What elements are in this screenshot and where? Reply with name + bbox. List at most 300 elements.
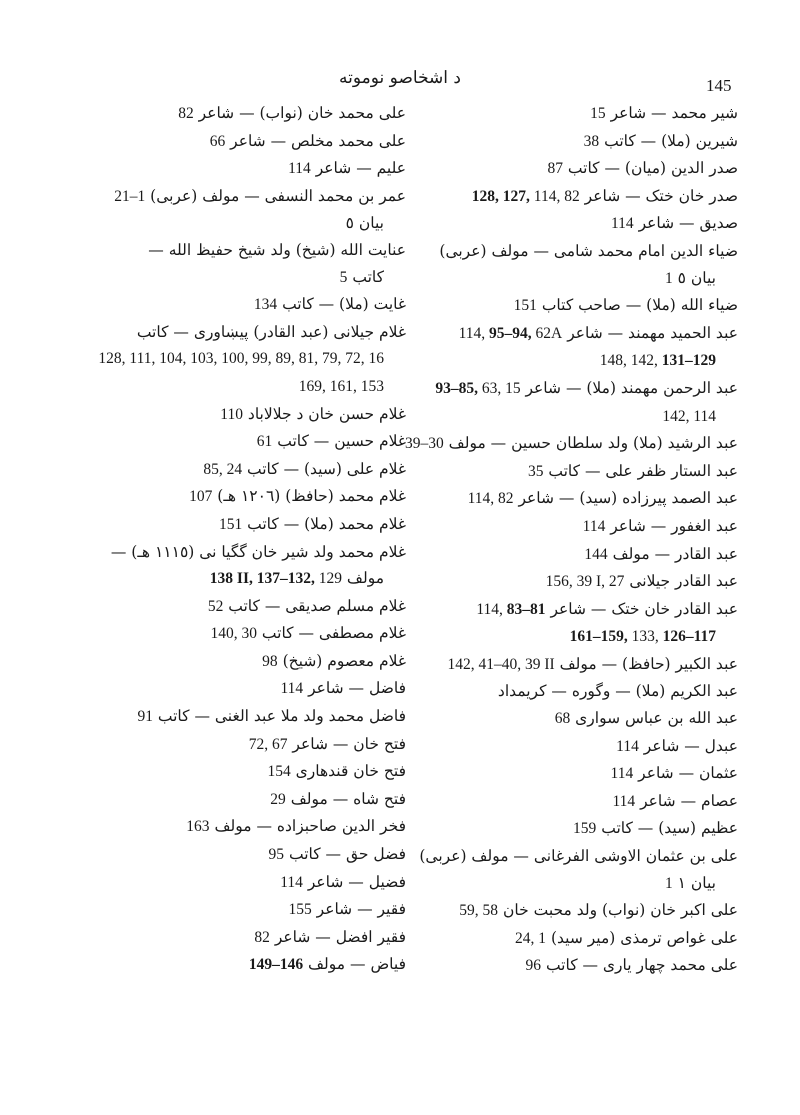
- page-reference: 114: [280, 680, 304, 698]
- page-reference-bold: 93–85,: [435, 379, 478, 397]
- page-references: [178, 101, 194, 128]
- page-reference: 85, 24: [203, 460, 243, 478]
- index-entry-continuation: [408, 265, 738, 293]
- page-reference: 114: [610, 765, 634, 783]
- page-references: [573, 816, 596, 843]
- entry-name: ضیاء الدین امام محمد شامی — مولف (عربی): [439, 241, 738, 260]
- index-entry: [64, 675, 406, 703]
- index-entry-line: [64, 675, 406, 703]
- index-entry: [64, 951, 406, 979]
- entry-name: فضل حق — کاتب: [288, 845, 406, 864]
- entry-name: علی غواص ترمذی (میر سید): [550, 928, 738, 947]
- entry-name: علی محمد مخلص — شاعر: [230, 131, 406, 150]
- index-entry-line: [408, 568, 738, 596]
- page-reference: 114: [288, 160, 311, 178]
- page-references: [270, 787, 286, 814]
- page-references: [584, 542, 607, 569]
- index-entry-continuation: [408, 347, 738, 375]
- page-references: [555, 706, 571, 733]
- index-entry-line: [64, 483, 406, 511]
- page-reference: 156, 39 I, 27: [545, 573, 625, 591]
- index-entry: [408, 788, 738, 816]
- entry-name: عبد الرحمن مهمند (ملا) — شاعر: [525, 378, 738, 397]
- index-entry-line: [408, 375, 738, 403]
- page-reference-bold: 128, 127,: [471, 187, 530, 205]
- page-references: [570, 624, 716, 651]
- entry-name: بیان ٥: [677, 268, 716, 287]
- index-entry-line: [64, 786, 406, 814]
- index-entry: [64, 511, 406, 539]
- page-reference: 114,: [458, 324, 486, 342]
- page-references: [254, 925, 270, 952]
- index-entry: [408, 760, 738, 788]
- page-references: [583, 514, 606, 541]
- index-entry-continuation: [408, 403, 738, 431]
- index-entry-line: [64, 456, 406, 484]
- page-reference: 140, 30: [210, 625, 257, 643]
- page-reference: 87: [547, 160, 563, 178]
- entry-name: عظیم (سید) — کاتب: [601, 819, 738, 838]
- index-entry: [404, 430, 738, 458]
- page-reference: 1: [664, 269, 673, 287]
- page-reference: 142, 41–40, 39 II: [447, 655, 555, 673]
- entry-name: فتح شاه — مولف: [290, 789, 406, 808]
- index-entry-line: [408, 155, 738, 183]
- index-entry-line: [64, 951, 406, 979]
- page-number: 145: [706, 76, 732, 95]
- page-references: [267, 759, 290, 786]
- index-entry-line: [64, 758, 406, 786]
- index-entry: [408, 183, 738, 211]
- page-references: [600, 348, 716, 375]
- page-reference: 39–30: [404, 435, 444, 453]
- index-entry-line: [408, 678, 738, 705]
- page-reference: 82: [254, 928, 270, 946]
- entry-name: علی بن عثمان الاوشی الفرغانی — مولف (عربی): [419, 847, 738, 866]
- page-reference: 128, 111, 104, 103, 100, 99, 89, 81, 79, 72, 16: [98, 350, 384, 368]
- page-references: [405, 431, 444, 458]
- index-column-left: [64, 100, 406, 979]
- entry-name: فیاض — مولف: [308, 955, 406, 974]
- page-references: [515, 926, 546, 953]
- page-references: [254, 292, 277, 319]
- page-reference: 96: [525, 957, 541, 975]
- entry-name: صدر الدین (میان) — کاتب: [567, 159, 738, 178]
- page-references: [137, 704, 153, 731]
- page-reference: 63, 15: [477, 379, 521, 397]
- entry-name: عصام — شاعر: [640, 791, 738, 810]
- page-references: [114, 184, 145, 211]
- index-entry-line: [408, 183, 738, 211]
- page-references: [476, 597, 545, 624]
- page-reference: 29: [270, 790, 286, 808]
- entry-name: کاتب: [352, 267, 384, 286]
- page-references: [472, 184, 580, 211]
- index-entry: [408, 541, 738, 569]
- index-entry-continuation: [64, 264, 406, 292]
- entry-name: غلام مصطفی — کاتب: [261, 624, 406, 643]
- page-references: [288, 156, 311, 183]
- page-references: [219, 512, 242, 539]
- index-entry: [64, 896, 406, 924]
- page-reference: 151: [513, 297, 537, 315]
- index-entry-line: [408, 541, 738, 569]
- page-references: [203, 457, 242, 484]
- index-entry-continuation: [408, 870, 738, 898]
- page-references: [269, 842, 285, 869]
- entry-name: صدر خان ختک — شاعر: [584, 186, 738, 205]
- entry-name: عثمان — شاعر: [638, 764, 738, 783]
- page-reference: 144: [584, 545, 608, 563]
- entry-name: صدیق — شاعر: [638, 214, 738, 233]
- page-reference: 114: [610, 215, 634, 233]
- index-entry-line: [408, 485, 738, 513]
- entry-name: بیان ١: [677, 873, 716, 892]
- page-reference: 151: [218, 515, 243, 533]
- entry-name: بیان ٥: [345, 214, 384, 233]
- page-references: [584, 129, 600, 156]
- page-reference: 82: [178, 105, 194, 122]
- page-references: [299, 374, 384, 401]
- entry-name: غلام علی (سید) — کاتب: [247, 459, 406, 478]
- page-reference: 95: [268, 846, 285, 864]
- index-entry-line: [64, 620, 406, 648]
- index-entry: [64, 593, 406, 621]
- page-references: [280, 870, 303, 897]
- index-entry: [64, 924, 406, 952]
- index-entry-line: [64, 593, 406, 621]
- page-references: [665, 871, 673, 898]
- index-entry-continuation: [64, 345, 406, 373]
- page-reference: 114: [280, 873, 303, 891]
- page-reference: 24, 1: [515, 929, 547, 947]
- page-references: [435, 376, 520, 403]
- page-reference-bold: 126–117: [658, 628, 716, 646]
- page-references: [526, 953, 542, 980]
- entry-name: فقیر — شاعر: [316, 900, 406, 919]
- page-references: [611, 211, 634, 238]
- index-entry-line: [408, 210, 738, 238]
- index-entry: [64, 100, 406, 128]
- page-reference-bold: 149–146: [248, 956, 304, 974]
- index-entry-line: [64, 511, 406, 539]
- page-reference: 110: [220, 405, 243, 423]
- page-references: [186, 814, 209, 841]
- index-entry-line: [64, 841, 406, 869]
- index-entry-line: [408, 596, 738, 624]
- index-entry-line: [64, 155, 406, 183]
- index-entry-line: [64, 128, 406, 156]
- page-references: [459, 898, 498, 925]
- index-entry-line: [408, 733, 738, 761]
- entry-name: عبد القادر خان ختک — شاعر: [550, 599, 738, 618]
- index-entry-line: [64, 896, 406, 924]
- page-references: [590, 101, 606, 128]
- page-references: [220, 402, 243, 429]
- index-entry: [408, 513, 738, 541]
- page-references: [210, 566, 342, 593]
- page-references: [98, 346, 384, 373]
- index-entry: [408, 458, 738, 486]
- index-column-right: [404, 100, 738, 980]
- entry-name: عبد الحمید مهمند — شاعر: [567, 323, 738, 342]
- page-reference: 21–1: [114, 187, 146, 205]
- index-entry: [408, 210, 738, 238]
- entry-name: شیر محمد — شاعر: [610, 104, 738, 122]
- page-reference-bold: 138 II, 137–132,: [209, 570, 315, 588]
- entry-name: عبد الصمد پیرزاده (سید) — شاعر: [518, 489, 738, 508]
- page-reference: 38: [583, 132, 600, 150]
- page-reference: 114: [616, 737, 639, 755]
- entry-name: عبد الرشید (ملا) ولد سلطان حسین — مولف: [448, 434, 738, 453]
- index-entry: [64, 648, 406, 676]
- page-reference: 134: [253, 296, 278, 314]
- page-references: [340, 265, 348, 292]
- entry-name: علیم — شاعر: [315, 159, 406, 178]
- page-references: [613, 789, 636, 816]
- index-entry: [64, 758, 406, 786]
- index-entry: [408, 128, 738, 156]
- entry-name: فاضل — شاعر: [308, 679, 406, 698]
- index-entry: [408, 100, 738, 128]
- index-entry: [408, 815, 738, 843]
- page-reference: 1: [664, 874, 673, 892]
- index-entry-line: [64, 183, 406, 211]
- index-entry-line: [64, 428, 406, 456]
- index-entry-line: [408, 292, 738, 320]
- entry-name: غلام محمد ولد شیر خان گگیا نی (١١١٥ هـ) —: [110, 542, 406, 561]
- page-reference: 91: [137, 708, 153, 726]
- index-entry-line: [408, 238, 738, 265]
- entry-name: علی اکبر خان (نواب) ولد محبت خان: [502, 901, 738, 920]
- page-references: [546, 569, 625, 596]
- index-entry-line: [64, 539, 406, 566]
- page-references: [665, 266, 673, 293]
- entry-name: غلام محمد (حافظ) (١٢٠٦ هـ): [217, 487, 406, 506]
- page-reference: 129: [314, 570, 342, 588]
- page-reference: 66: [209, 132, 226, 150]
- index-entry-line: [408, 760, 738, 788]
- page-reference: 155: [288, 901, 312, 919]
- page-references: [662, 404, 716, 431]
- index-entry: [408, 705, 738, 733]
- page-references: [528, 459, 544, 486]
- index-entry-continuation: [64, 373, 406, 401]
- index-entry-continuation: [64, 210, 406, 237]
- index-entry-line: [408, 788, 738, 816]
- entry-name: عبد الکریم (ملا) — وگوره — کریمداد: [497, 682, 738, 701]
- index-entry: [408, 733, 738, 761]
- entry-name: فاضل محمد ولد ملا عبد الغنی — کاتب: [157, 707, 406, 726]
- page-references: [616, 734, 639, 761]
- entry-name: فتح خان — شاعر: [292, 734, 406, 753]
- page-reference: 59, 58: [459, 902, 499, 920]
- page-reference: 163: [186, 818, 210, 836]
- page-reference: 114: [612, 792, 636, 810]
- index-entry-line: [408, 705, 738, 733]
- page-reference-bold: 131–129: [657, 352, 716, 370]
- page-reference: 114: [582, 517, 606, 535]
- page-references: [288, 897, 311, 924]
- page-reference: 114, 82: [529, 187, 580, 205]
- index-entry: [64, 841, 406, 869]
- entry-name: عبدل — شاعر: [643, 736, 738, 755]
- entry-name: عبد الله بن عباس سواری: [575, 709, 738, 728]
- page-reference: 159: [573, 820, 597, 838]
- page-references: [249, 732, 288, 759]
- index-entry-line: [64, 703, 406, 731]
- entry-name: عمر بن محمد النسفی — مولف (عربی): [150, 186, 406, 205]
- index-entry: [64, 703, 406, 731]
- entry-name: شیرین (ملا) — کاتب: [604, 131, 738, 150]
- page-references: [611, 761, 634, 788]
- entry-name: علی محمد خان (نواب) — شاعر: [198, 104, 406, 122]
- page-references: [447, 652, 554, 679]
- page-references: [249, 952, 303, 979]
- entry-name: فخر الدین صاحبزاده — مولف: [214, 817, 406, 836]
- index-entry-line: [64, 401, 406, 429]
- index-entry: [64, 620, 406, 648]
- page-reference: 114,: [476, 600, 503, 618]
- index-entry: [64, 813, 406, 841]
- index-entry: [408, 292, 738, 320]
- page-references: [459, 321, 563, 348]
- index-entry: [64, 428, 406, 456]
- page-reference-bold: 161–159,: [569, 628, 628, 646]
- index-entry: [64, 483, 406, 511]
- entry-name: غلام معصوم (شیخ): [282, 651, 406, 670]
- index-entry-line: [408, 513, 738, 541]
- index-entry-line: [408, 651, 738, 679]
- page-reference: 98: [262, 652, 278, 670]
- page-reference: 52: [207, 597, 224, 615]
- page-reference: 5: [339, 268, 348, 286]
- index-entry-line: [408, 897, 738, 925]
- index-entry-line: [64, 869, 406, 897]
- index-entry: [408, 952, 738, 980]
- index-entry-line: [64, 100, 406, 128]
- index-entry: [64, 237, 406, 291]
- index-entry: [408, 568, 738, 596]
- page-references: [189, 484, 212, 511]
- index-entry-line: [64, 319, 406, 346]
- page-reference: 15: [590, 105, 606, 122]
- entry-name: فقیر افضل — شاعر: [274, 927, 406, 946]
- index-entry-line: [408, 952, 738, 980]
- index-entry: [408, 375, 738, 430]
- page-reference: 148, 142,: [599, 352, 658, 370]
- entry-name: عبد الکبیر (حافظ) — مولف: [559, 654, 738, 673]
- index-entry-line: [408, 458, 738, 486]
- page-references: [280, 676, 303, 703]
- page-references: [547, 156, 563, 183]
- page-references: [468, 486, 514, 513]
- index-entry: [64, 456, 406, 484]
- index-entry: [408, 678, 738, 705]
- page-reference: 62A: [531, 324, 563, 342]
- index-entry: [64, 731, 406, 759]
- index-entry-line: [64, 291, 406, 319]
- index-entry-line: [404, 430, 738, 458]
- entry-name: غلام حسین — کاتب: [277, 432, 406, 451]
- index-entry-line: [64, 731, 406, 759]
- page-reference: 169, 161, 153: [298, 377, 384, 395]
- index-entry: [64, 291, 406, 319]
- index-entry-line: [64, 813, 406, 841]
- index-entry: [64, 319, 406, 401]
- entry-name: فضیل — شاعر: [307, 872, 406, 891]
- index-entry: [64, 128, 406, 156]
- page-references: [262, 649, 278, 676]
- entry-name: غلام حسن خان د جلالاباد: [247, 404, 406, 423]
- page-reference: 68: [554, 710, 571, 728]
- index-entry-line: [408, 100, 738, 128]
- index-entry: [408, 485, 738, 513]
- entry-name: غلام مسلم صدیقی — کاتب: [228, 596, 406, 615]
- page-reference: 133,: [627, 628, 659, 646]
- index-entry-line: [64, 648, 406, 676]
- running-head: د اشخاصو نوموته: [339, 68, 461, 88]
- page-reference: 142, 114: [662, 407, 716, 425]
- index-entry: [64, 869, 406, 897]
- index-entry: [408, 155, 738, 183]
- index-entry: [408, 320, 738, 375]
- entry-name: عنایت الله (شیخ) ولد شیخ حفیظ الله —: [148, 240, 406, 259]
- page-reference: 35: [527, 462, 544, 480]
- index-entry: [408, 238, 738, 292]
- index-entry: [64, 401, 406, 429]
- entry-name: غلام محمد (ملا) — کاتب: [247, 514, 406, 533]
- index-entry: [408, 843, 738, 897]
- page-references: [257, 429, 273, 456]
- page-reference: 61: [256, 433, 273, 451]
- page-reference: 72, 67: [248, 735, 288, 753]
- index-entry-line: [64, 237, 406, 264]
- index-entry-continuation: [64, 565, 406, 593]
- entry-name: عبد الستار ظفر علی — کاتب: [548, 461, 738, 480]
- page-reference-bold: 83–81: [502, 600, 546, 618]
- entry-name: غلام جیلانی (عبد القادر) پیښاوری — کاتب: [136, 322, 406, 341]
- entry-name: فتح خان قندهاری: [295, 762, 406, 781]
- index-entry: [408, 651, 738, 679]
- entry-name: عبد القادر جیلانی: [629, 572, 738, 591]
- entry-name: غایت (ملا) — کاتب: [282, 295, 406, 314]
- index-entry-line: [408, 815, 738, 843]
- index-entry: [64, 786, 406, 814]
- entry-name: مولف: [346, 569, 384, 588]
- page-references: [210, 129, 226, 156]
- index-entry: [408, 596, 738, 651]
- index-entry: [64, 539, 406, 593]
- page-references: [208, 594, 224, 621]
- index-entry-line: [408, 843, 738, 870]
- index-entry: [64, 183, 406, 237]
- page-reference-bold: 95–94,: [485, 324, 532, 342]
- entry-name: ضیاء الله (ملا) — صاحب کتاب: [541, 296, 738, 315]
- page-reference: 114, 82: [467, 490, 514, 508]
- index-entry-line: [64, 924, 406, 952]
- entry-name: عبد القادر — مولف: [612, 544, 738, 563]
- page-reference: 154: [267, 763, 291, 781]
- entry-name: علی محمد چهار یاری — کاتب: [545, 956, 738, 975]
- entry-name: عبد الغفور — شاعر: [610, 516, 738, 535]
- index-entry-line: [408, 128, 738, 156]
- index-entry-continuation: [408, 623, 738, 651]
- index-entry-line: [408, 320, 738, 348]
- index-entry: [408, 897, 738, 925]
- page-references: [210, 621, 257, 648]
- page-reference: 107: [189, 488, 213, 506]
